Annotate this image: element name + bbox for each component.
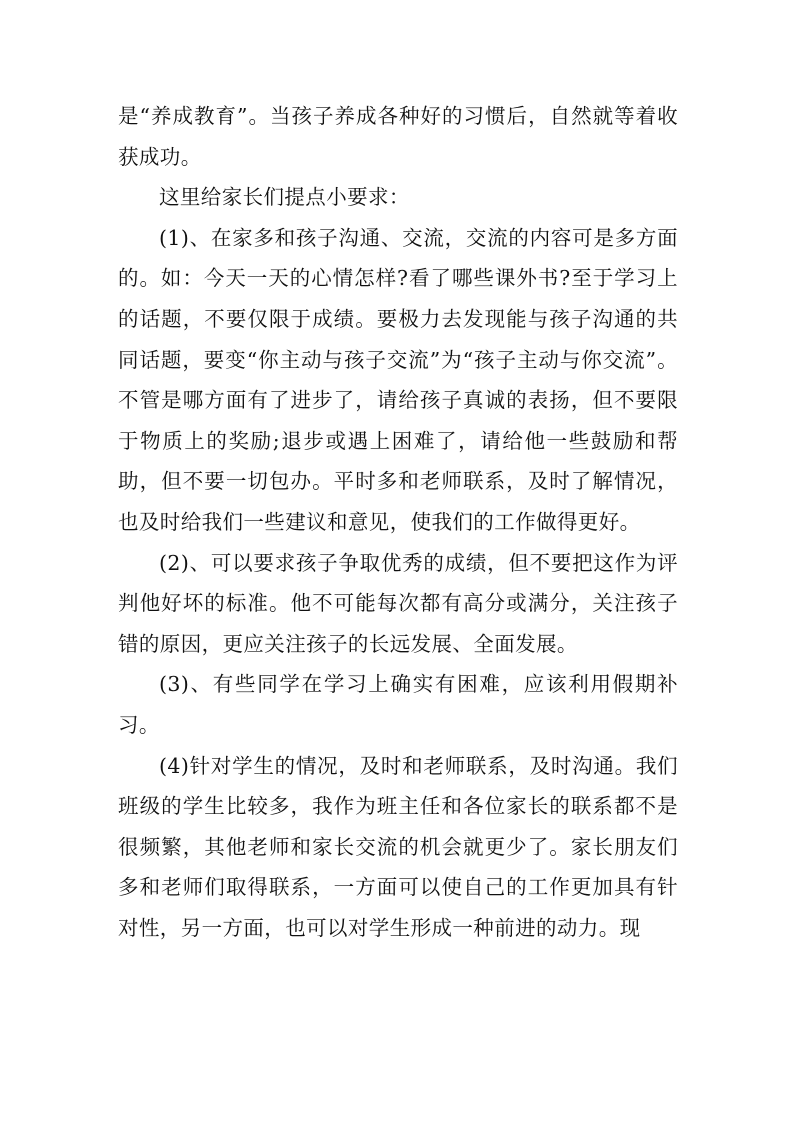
paragraph-item-2: (2)、可以要求孩子争取优秀的成绩，但不要把这作为评判他好坏的标准。他不可能每次都有高分或满分，关注孩子错的原因，更应关注孩子的长远发展、全面发展。 (118, 550, 678, 656)
paragraph-item-1: (1)、在家多和孩子沟通、交流，交流的内容可是多方面的。如：今天一天的心情怎样?看了哪些课外书?至于学习上的话题，不要仅限于成绩。要极力去发现能与孩子沟通的共同话题，要变“你主动与孩子交流”为“孩子主动与你交流”。不管是哪方面有了进步了，请给孩子真诚的表扬，但不要限于物质上的奖励;退步或遇上困难了，请给他一些鼓励和帮助，但不要一切包办。平时多和老师联系，及时了解情况，也及时给我们一些建议和意见，使我们的工作做得更好。 (118, 225, 678, 534)
paragraph-continuation: 是“养成教育”。当孩子养成各种好的习惯后，自然就等着收获成功。 (118, 104, 678, 169)
paragraph-intro: 这里给家长们提点小要求： (159, 185, 410, 210)
paragraph-item-3: (3)、有些同学在学习上确实有困难，应该利用假期补习。 (118, 672, 678, 737)
document-body (118, 96, 678, 948)
paragraph-item-4: (4)针对学生的情况，及时和老师联系，及时沟通。我们班级的学生比较多，我作为班主任和各位家长的联系都不是很频繁，其他老师和家长交流的机会就更少了。家长朋友们多和老师们取得联系，一方面可以使自己的工作更加具有针对性，另一方面，也可以对学生形成一种前进的动力。现 (118, 753, 678, 940)
